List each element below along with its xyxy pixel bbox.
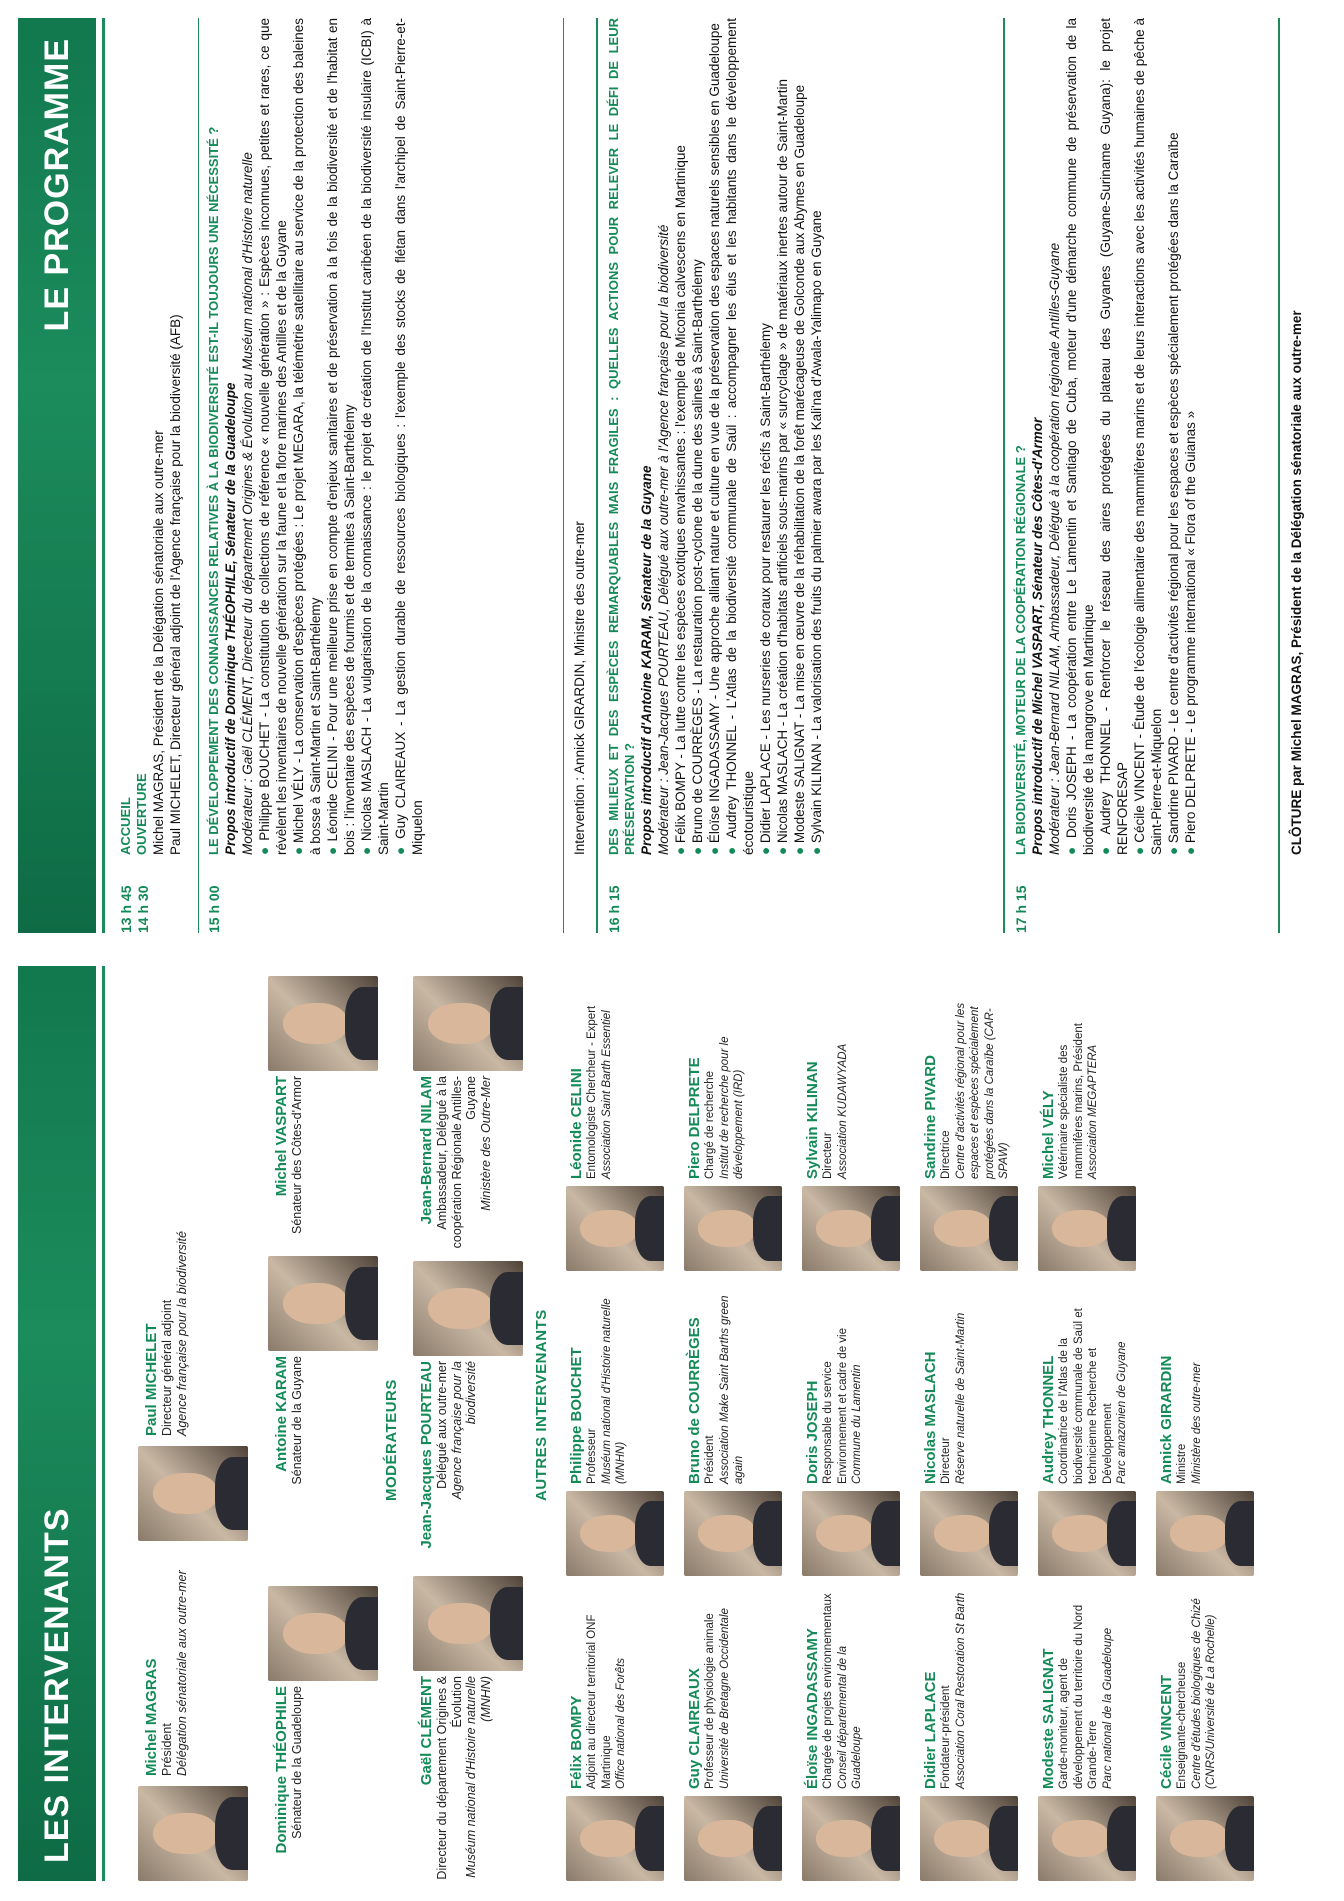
speaker-photo [1038, 1491, 1136, 1576]
session-title: LA BIODIVERSITÉ, MOTEUR DE LA COOPÉRATION RÉGIONALE ? [1013, 445, 1028, 855]
programme-item [1063, 18, 1097, 855]
speaker-card [1038, 1586, 1148, 1881]
speaker-org: Office national des Forêts [615, 1657, 627, 1789]
speaker-name: Annick GIRARDIN [1158, 1355, 1175, 1484]
speaker-role: Responsable du service Environnement et cadre de vie [822, 1328, 849, 1484]
bullet-icon: ● [393, 838, 408, 855]
speaker-role: Président [160, 1723, 174, 1776]
speaker-org: Conseil départemental de la Guadeloupe [836, 1645, 863, 1789]
speaker-org: Association Coral Restoration St Barth [954, 1592, 967, 1789]
speaker-photo [566, 1491, 664, 1576]
speaker-card [566, 976, 676, 1271]
bullet-icon: ● [690, 843, 705, 855]
speaker-name: Antoine KARAM [273, 1356, 290, 1472]
speaker-role: Directeur [822, 1132, 834, 1179]
bullet-icon: ● [775, 843, 790, 855]
speaker-role: Chargée de projets environnementaux [822, 1593, 834, 1789]
speaker-photo [268, 976, 378, 1071]
speaker-name: Cécile VINCENT [1158, 1674, 1175, 1789]
bullet-icon: ● [724, 838, 739, 855]
speaker-role: Directrice [940, 1130, 952, 1179]
programme-item-text: Sylvain KILINAN - La valorisation des fruits du palmier awara par les Kali'na d'Awala-Yalimapo en Guyane [809, 210, 824, 844]
speaker-card [684, 1586, 794, 1881]
session-intro: Propos introductif de Dominique THÉOPHILE, Sénateur de la Guadeloupe [223, 382, 238, 855]
ouverture-title: OUVERTURE [134, 773, 149, 855]
session-2-list [672, 18, 825, 855]
speaker-photo [920, 1491, 1018, 1576]
speaker-role: Vétérinaire spécialiste des mammifères marins, Président [1058, 1023, 1085, 1179]
speaker-card [684, 1281, 794, 1576]
programme-item-text: Félix BOMPY - La lutte contre les espèces exotiques envahissantes : l'exemple de Miconia calvescens en Martinique [673, 145, 688, 844]
speaker-org: Centre d'activités régional pour les espaces et espèces spécialement protégées dans la Caraïbe (CAR-SPAW) [954, 1002, 1010, 1179]
programme-item [358, 18, 392, 855]
speaker-name: Michel VASPART [273, 1076, 290, 1197]
speaker-role: Enseignante-chercheuse [1176, 1661, 1188, 1789]
programme-item-text: Philippe BOUCHET - La constitution de collections de référence « nouvelle génération » : Espèces inconnues, petites et rares, ce que révèlent les inventaires de nouvelle génération sur la faune et la flore marines des Antilles et de la Guyane [257, 18, 289, 855]
speaker-org: Ministère des outre-mer [1190, 1362, 1203, 1484]
intervenants-panel [18, 966, 1328, 1881]
speaker-photo [268, 1586, 378, 1681]
session-title: LE DÉVELOPPEMENT DES CONNAISSANCES RELATIVES À LA BIODIVERSITÉ EST-IL TOUJOURS UNE NÉCESSITÉ ? [206, 126, 221, 855]
bullet-icon: ● [1166, 843, 1181, 855]
speaker-card [920, 1586, 1030, 1881]
programme-item [324, 18, 358, 855]
speaker-role: Coordinatrice de l'Atlas de la biodiversité communale de Saül et technicienne Recherche et Développement [1058, 1308, 1114, 1484]
speaker-card [566, 1281, 676, 1576]
separator [1278, 18, 1280, 933]
session-title: DES MILIEUX ET DES ESPÈCES REMARQUABLES MAIS FRAGILES : QUELLES ACTIONS POUR RELEVER LE DÉFI DE LEUR PRÉSERVATION ? [606, 18, 637, 855]
programme-item-text: Piero DELPRETE - Le programme international « Flora of the Guianas » [1183, 410, 1198, 844]
cloture-line: CLÔTURE par Michel MAGRAS, Président de la Délégation sénatoriale aux outre-mer [1289, 310, 1304, 855]
speaker-name: Paul MICHELET [143, 1323, 160, 1436]
speaker-name: Éloïse INGADASSAMY [804, 1628, 821, 1789]
speaker-theophile [268, 1551, 388, 1881]
programme-item-text: Audrey THONNEL - Renforcer le réseau des aires protégées du plateau des Guyanes (Guyane-Suriname Guyana): le projet RENFORESAP [1098, 18, 1130, 855]
speaker-role: Adjoint au directeur territorial ONF Martinique [586, 1614, 613, 1789]
speaker-role: Ministre [1176, 1443, 1188, 1484]
speaker-photo [802, 1796, 900, 1881]
speaker-org: Association Make Saint Barths green again [718, 1295, 745, 1484]
speaker-michelet [138, 1211, 288, 1541]
speaker-role: Fondateur-président [940, 1685, 952, 1789]
speaker-org: Muséum national d'Histoire naturelle (MNHN) [600, 1298, 627, 1484]
speaker-photo [684, 1186, 782, 1271]
speaker-org: Association MEGAPTERA [1087, 1044, 1099, 1179]
bullet-icon: ● [291, 842, 306, 855]
autres-heading: AUTRES INTERVENANTS [533, 1309, 550, 1501]
speaker-card [1156, 1281, 1266, 1576]
speaker-photo [684, 1796, 782, 1881]
programme-item [1182, 18, 1199, 855]
speaker-card [1156, 1586, 1266, 1881]
speaker-name: Sylvain KILINAN [804, 1061, 821, 1179]
speaker-org: Réserve naturelle de Saint-Martin [954, 1312, 967, 1484]
bullet-icon: ● [257, 840, 272, 855]
speaker-org: Parc amazonien de Guyane [1116, 1341, 1128, 1484]
speaker-role: Ambassadeur, Délégué à la coopération Régionale Antilles-Guyane [435, 1076, 478, 1249]
session-1-content [206, 18, 426, 855]
programme-item-text: Nicolas MASLACH - La vulgarisation de la connaissance : le projet de création de l'Institut caribéen de la biodiversité insulaire (ICBI) à Saint-Martin [359, 18, 391, 855]
speaker-role: Professeur [586, 1428, 598, 1484]
speaker-card [1038, 976, 1148, 1271]
speaker-photo [684, 1491, 782, 1576]
speaker-name: Michel MAGRAS [143, 1658, 160, 1776]
separator [1003, 18, 1005, 933]
speaker-photo [268, 1256, 378, 1351]
programme-item [808, 18, 825, 855]
speaker-role: Professeur de physiologie animale [704, 1613, 716, 1789]
programme-item [1165, 18, 1182, 855]
banner-rule [102, 966, 105, 1881]
separator [563, 18, 564, 933]
speaker-card [684, 976, 794, 1271]
speaker-photo [413, 1576, 523, 1671]
speaker-org: Délégation sénatoriale aux outre-mer [174, 1570, 189, 1776]
bullet-icon: ● [707, 843, 722, 855]
speaker-role: Directeur général adjoint [160, 1299, 174, 1436]
programme-panel [18, 18, 1328, 933]
speaker-photo [138, 1786, 248, 1881]
speaker-photo [413, 1261, 523, 1356]
speaker-org: Université de Bretagne Occidentale [718, 1608, 731, 1789]
accueil-title: ACCUEIL [118, 797, 133, 855]
speaker-card [1038, 1281, 1148, 1576]
intervenants-banner: LES INTERVENANTS [18, 966, 96, 1881]
separator [198, 18, 199, 933]
bullet-icon: ● [673, 843, 688, 855]
banner-rule [102, 18, 105, 933]
programme-item [392, 18, 426, 855]
bullet-icon: ● [1098, 834, 1113, 855]
speaker-card [802, 976, 912, 1271]
programme-item-text: Sandrine PIVARD - Le centre d'activités régional pour les espaces et espèces spécialement protégées dans la Caraïbe [1166, 132, 1181, 844]
speaker-role: Sénateur des Côtes-d'Armor [290, 1076, 304, 1235]
speaker-name: Léonide CELINI [568, 1068, 585, 1179]
speaker-name: Félix BOMPY [568, 1695, 585, 1789]
speaker-card [802, 1281, 912, 1576]
programme-item [774, 18, 791, 855]
speaker-org: Ministère des Outre-Mer [478, 1076, 493, 1211]
speaker-role: Président [704, 1435, 716, 1484]
bullet-icon: ● [809, 843, 824, 855]
speaker-org: Association Saint Barth Essentiel [600, 1010, 613, 1179]
speaker-name: Jean-Jacques POURTEAU [418, 1361, 435, 1549]
speaker-photo [802, 1186, 900, 1271]
programme-item [706, 18, 723, 855]
time-slot: 16 h 15 [606, 885, 622, 933]
programme-item [791, 18, 808, 855]
speaker-photo [413, 976, 523, 1071]
bullet-icon: ● [1183, 843, 1198, 855]
programme-item [672, 18, 689, 855]
speaker-name: Gaël CLÉMENT [418, 1676, 435, 1786]
moderateurs-heading: MODÉRATEURS [383, 1379, 400, 1501]
speaker-org: Centre d'études biologiques de Chizé (CNRS/Université de La Rochelle) [1190, 1598, 1217, 1789]
ouverture-line-1: Michel MAGRAS, Président de la Délégation sénatoriale aux outre-mer [151, 430, 166, 855]
programme-item-text: Doris JOSEPH - La coopération entre Le Lamentin et Santiago de Cuba, moteur d'une démarche commune de préservation de la biodiversité de la mangrove en Martinique [1064, 18, 1096, 855]
session-2-content [606, 18, 825, 855]
speaker-name: Jean-Bernard NILAM [418, 1076, 435, 1225]
speaker-name: Modeste SALIGNAT [1040, 1648, 1057, 1789]
speaker-vaspart [268, 971, 388, 1261]
moderator-pourteau [413, 1251, 533, 1561]
programme-item [256, 18, 290, 855]
bullet-icon: ● [1064, 838, 1079, 855]
accueil-content [118, 18, 184, 855]
programme-banner: LE PROGRAMME [18, 18, 96, 933]
speaker-role: Sénateur de la Guyane [290, 1356, 304, 1485]
speaker-name: Dominique THÉOPHILE [273, 1686, 290, 1854]
speaker-org: Agence française pour la biodiversité [449, 1361, 478, 1500]
speaker-org: Parc national de la Guadeloupe [1101, 1627, 1114, 1789]
speaker-card [920, 1281, 1030, 1576]
session-moderator: Modérateur : Jean-Bernard NILAM, Ambassadeur, Délégué à la coopération régionale Antilles-Guyane [1047, 242, 1062, 855]
session-intro: Propos introductif d'Antoine KARAM, Sénateur de la Guyane [639, 465, 654, 855]
speaker-name: Sandrine PIVARD [922, 1055, 939, 1179]
speaker-photo [920, 1186, 1018, 1271]
speaker-photo [138, 1446, 248, 1541]
speaker-org: Institut de recherche pour le développement (IRD) [718, 1036, 745, 1179]
speaker-name: Doris JOSEPH [804, 1380, 821, 1484]
speaker-karam [268, 1221, 388, 1551]
speaker-card [920, 976, 1030, 1271]
programme-item [1097, 18, 1131, 855]
session-1-list [256, 18, 426, 855]
speaker-org: Agence française pour la biodiversité [174, 1231, 189, 1436]
speaker-role: Directeur du département Origines & Évolution [435, 1676, 464, 1880]
programme-item-text: Modeste SALIGNAT - La mise en œuvre de la réhabilitation de la forêt marécageuse de Golconde aux Abymes en Guadeloupe [792, 84, 807, 844]
speaker-photo [920, 1796, 1018, 1881]
speaker-role: Délégué aux outre-mer [435, 1361, 449, 1489]
bullet-icon: ● [325, 841, 340, 855]
programme-item-text: Éloïse INGADASSAMY - Une approche alliant nature et culture en vue de la préservation des espaces naturels sensibles en Guadeloupe [707, 23, 722, 844]
programme-item-text: Michel VÉLY - La conservation d'espèces protégées : Le projet MEGARA, la télémétrie satellitaire au service de la protection des baleines à bosse à Saint-Martin et Saint-Barthélemy [291, 17, 323, 855]
speaker-org: Commune du Lamentin [851, 1364, 863, 1484]
speaker-org: Muséum national d'Histoire naturelle (MNHN) [464, 1676, 493, 1878]
bullet-icon: ● [792, 843, 807, 855]
speaker-role: Sénateur de la Guadeloupe [290, 1686, 304, 1839]
speaker-magras [138, 1551, 288, 1881]
speaker-photo [1038, 1186, 1136, 1271]
speaker-photo [566, 1186, 664, 1271]
bullet-icon: ● [359, 841, 374, 855]
programme-item [689, 18, 706, 855]
bullet-icon: ● [758, 843, 773, 855]
bullet-icon: ● [1132, 842, 1147, 855]
speaker-name: Didier LAPLACE [922, 1671, 939, 1789]
programme-item-text: Bruno de COURRÈGES - La restauration post-cyclone de la dune des salines à Saint-Barthélemy [690, 259, 705, 844]
speaker-role: Directeur [940, 1437, 952, 1484]
separator [596, 18, 598, 933]
speaker-card [802, 1586, 912, 1881]
time-1430: 14 h 30 [135, 885, 151, 933]
speaker-name: Guy CLAIREAUX [686, 1668, 703, 1789]
programme-item [757, 18, 774, 855]
speaker-photo [1156, 1796, 1254, 1881]
programme-item-text: Cécile VINCENT - Étude de l'écologie alimentaire des mammifères marins et de leurs interactions avec les activités humaines de pêche à Saint-Pierre-et-Miquelon [1132, 18, 1164, 855]
programme-item-text: Audrey THONNEL - L'Atlas de la biodiversité communale de Saül : accompagner les élus et les habitants dans le développement écotouristique [724, 18, 756, 855]
programme-item-text: Guy CLAIREAUX - La gestion durable de ressources biologiques : l'exemple des stocks de flétan dans l'archipel de Saint-Pierre-et-Miquelon [393, 17, 425, 855]
speaker-name: Philippe BOUCHET [568, 1347, 585, 1484]
time-slot: 15 h 00 [206, 885, 222, 933]
ouverture-line-2: Paul MICHELET, Directeur général adjoint de l'Agence française pour la biodiversité (AFB) [168, 314, 183, 855]
intervention-line: Intervention : Annick GIRARDIN, Ministre des outre-mer [572, 521, 587, 855]
speaker-org: Association KUDAWYADA [836, 1043, 849, 1179]
speaker-name: Bruno de COURRÈGES [686, 1317, 703, 1484]
speaker-photo [566, 1796, 664, 1881]
speaker-role: Garde-moniteur, agent de développement du territoire du Nord Grande-Terre [1058, 1604, 1099, 1789]
speaker-photo [802, 1491, 900, 1576]
time-1345: 13 h 45 [118, 885, 134, 933]
speaker-photo [1156, 1491, 1254, 1576]
speaker-role: Entomologiste Chercheur - Expert [586, 1005, 598, 1179]
session-moderator: Modérateur : Jean-Jacques POURTEAU, Délégué aux outre-mer à l'Agence française pour la biodiversité [656, 224, 671, 855]
session-3-list [1063, 18, 1199, 855]
programme-item [723, 18, 757, 855]
speaker-card [566, 1586, 676, 1881]
session-3-content [1013, 18, 1199, 855]
speaker-name: Michel VÉLY [1040, 1090, 1057, 1179]
time-slot: 17 h 15 [1013, 885, 1029, 933]
speaker-name: Piero DELPRETE [686, 1057, 703, 1179]
speaker-photo [1038, 1796, 1136, 1881]
programme-item-text: Didier LAPLACE - Les nurseries de coraux pour restaurer les récifs à Saint-Barthélemy [758, 323, 773, 844]
programme-item [1131, 18, 1165, 855]
speaker-role: Chargé de recherche [704, 1070, 716, 1179]
programme-item [290, 18, 324, 855]
session-moderator: Modérateur : Gaël CLÉMENT, Directeur du département Origines & Évolution au Muséum national d'Histoire naturelle [240, 152, 255, 855]
session-intro: Propos introductif de Michel VASPART, Sénateur des Côtes-d'Armor [1030, 417, 1045, 855]
time-slot [118, 863, 152, 933]
programme-item-text: Léonide CELINI - Pour une meilleure prise en compte d'enjeux sanitaires et de préservation à la fois de la biodiversité et de l'habitat en bois : l'inventaire des espèces de fourmis et de termites à Saint-Barthélemy [325, 17, 357, 855]
speaker-name: Audrey THONNEL [1040, 1355, 1057, 1484]
programme-item-text: Nicolas MASLACH - La création d'habitats artificiels sous-marins par « surcyclage » de matériaux inertes autour de Saint-Martin [775, 78, 790, 844]
moderator-clement [413, 1551, 533, 1881]
speaker-name: Nicolas MASLACH [922, 1351, 939, 1484]
moderator-nilam [413, 971, 533, 1261]
